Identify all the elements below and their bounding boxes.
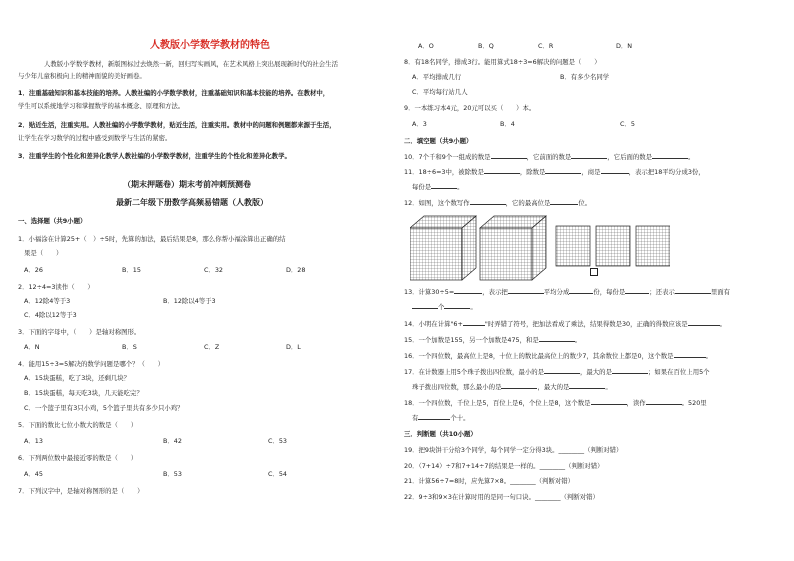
- q1-option-b: B．15: [122, 266, 141, 274]
- q7-option-c: C．R: [538, 42, 554, 50]
- blank: [454, 287, 482, 294]
- q10-text-4: 。: [688, 153, 695, 161]
- q15-text-1: 15．一个加数是155，另一个加数是475，和是: [404, 336, 539, 344]
- q14-text-1: 14．小明在计算"6+: [404, 320, 463, 328]
- q17-text-3: ；如果在百位上用5个: [647, 368, 710, 376]
- question-16: [404, 351, 712, 360]
- question-13: [404, 287, 730, 296]
- q12-text-1: 12．如图，这个数写作: [404, 199, 470, 207]
- question-3: 3．下面的字母中，（ ）是轴对称图形。: [18, 328, 141, 336]
- q11-text-4: ，表示把18平均分成3份，: [628, 168, 705, 176]
- question-19: 19．把9块饼干分给3个同学，每个同学一定分得3块。________（判断对错）: [404, 446, 623, 454]
- feature-1-cont: 学生可以系统地学习和掌握数学的基本概念、原理和方法。: [18, 102, 185, 110]
- q13-text-7: 个: [438, 303, 445, 311]
- q17-text-4: 珠子拨出四位数，那么最小的是: [412, 383, 502, 391]
- blank: [431, 182, 457, 189]
- blank: [674, 351, 706, 358]
- q5-option-c: C．53: [268, 437, 287, 445]
- feature-2-cont: 让学生在学习数学的过程中感受到数学与生活的紧密。: [18, 134, 172, 142]
- q13-text-1: 13．计算30÷5=: [404, 288, 455, 296]
- blank: [601, 167, 629, 174]
- blank: [463, 319, 485, 326]
- q3-option-b: B．S: [122, 343, 137, 351]
- q6-option-c: C．54: [268, 470, 287, 478]
- q17-text-5: ，最大的是: [537, 383, 570, 391]
- q16-text-2: 。: [705, 352, 712, 360]
- question-4: 4．能用15÷3=5解决的数学问题是哪个？（ ）: [18, 360, 165, 368]
- q8-option-a: A．平均排成几行: [412, 73, 462, 81]
- q17-text-2: ，最大的是: [580, 368, 612, 376]
- question-7: 7．下列汉字中，是轴对称图形的是（ ）: [18, 487, 144, 495]
- q3-option-d: D．L: [286, 343, 301, 351]
- blank: [412, 302, 438, 309]
- question-1: 1．小福涂在计算25+（ ）÷5时，先算的加法，最后结果是8，那么你帮小福涂算出正确的结: [18, 235, 286, 243]
- blank: [550, 198, 578, 205]
- q4-option-a: A．15块蛋糕，吃了3块，还剩几块？: [24, 374, 131, 382]
- q14-text-2: "时弄错了符号，把加法看成了乘法，结果得数是30，正确的得数应该是: [484, 320, 688, 328]
- blank: [675, 287, 711, 294]
- q7-option-b: B．Q: [478, 42, 494, 50]
- q10-text-1: 10．7个千和9个一组成的数是: [404, 153, 491, 161]
- q13-text-6: 里面有: [710, 288, 731, 296]
- question-18: [404, 398, 707, 407]
- intro-line-1: 人教版小学数学教材，新版图标过去焕然一新，回归写实画风，在艺术风格上突出展现新时代的社会生活: [44, 60, 338, 68]
- q11-text-6: 。: [457, 183, 464, 191]
- q1-option-c: C．32: [204, 266, 223, 274]
- question-11-cont: [412, 182, 464, 191]
- hundred-flat-2: [596, 226, 630, 266]
- blank: [569, 287, 593, 294]
- blank: [545, 167, 581, 174]
- q9-option-a: A．3: [412, 120, 427, 128]
- q17-text-6: 。: [605, 383, 612, 391]
- q18-text-3: 。520里: [681, 399, 707, 407]
- feature-2: 2．贴近生活，注重实用。人教社编的小学数学教材，贴近生活，注重实用。教材中的问题和例题都来源于生活，: [18, 121, 336, 129]
- blank: [508, 287, 544, 294]
- q4-option-c: C．一个篮子里有3只小鸡，5个篮子里共有多少只小鸡？: [24, 404, 184, 412]
- q5-option-a: A．13: [24, 437, 43, 445]
- q9-option-c: C．5: [620, 120, 635, 128]
- blank: [544, 367, 580, 374]
- q18-text-2: ，读作: [626, 399, 646, 407]
- q7-option-a: A．O: [418, 42, 434, 50]
- q3-option-a: A．N: [24, 343, 40, 351]
- unit-cube: [590, 268, 598, 276]
- q6-option-a: A．45: [24, 470, 43, 478]
- q18-text-1: 18．一个四位数，千位上是5，百位上是6，个位上是8，这个数是: [404, 399, 591, 407]
- blocks-svg: [410, 214, 670, 282]
- blank: [652, 152, 688, 159]
- q18-text-5: 个十。: [450, 414, 470, 422]
- blank: [591, 398, 627, 405]
- feature-3: 3．注重学生的个性化和差异化教学人教社编的小学数学教材，注重学生的个性化和差异化教学。: [18, 152, 291, 160]
- question-5: 5．下面的数比七位小数大的数是（ ）: [18, 421, 138, 429]
- q18-text-4: 有: [412, 414, 419, 422]
- q12-text-2: ，它的最高位是: [505, 199, 551, 207]
- q13-text-2: ，表示把: [482, 288, 508, 296]
- question-13-cont: [412, 302, 477, 311]
- banner-title: 人教版小学数学教材的特色: [150, 40, 270, 51]
- q3-option-c: C．Z: [204, 343, 220, 351]
- q11-text-3: ，商是: [581, 168, 601, 176]
- question-17-cont: [412, 382, 612, 391]
- hundred-flat-3: [636, 226, 670, 266]
- q10-text-3: ，它后面的数是: [607, 153, 653, 161]
- question-18-cont: [412, 413, 470, 422]
- q2-option-a: A．12除4等于3: [24, 297, 71, 305]
- q17-text-1: 17．在计数器上用5个珠子拨出四位数，最小的是: [404, 368, 545, 376]
- q14-text-3: 。: [719, 320, 727, 328]
- exam-subtitle: 最新二年级下册数学高频易错题（人教版）: [116, 198, 268, 207]
- thousand-cube-1: [410, 216, 476, 280]
- feature-1: 1．注重基础知识和基本技能的培养。人教社编的小学数学教材，注重基础知识和基本技能的培养。在教材中，: [18, 89, 330, 97]
- q16-text-1: 16．一个四位数，最高位上是8，十位上的数比最高位上的数少7，其余数位上都是0，这个数是: [404, 352, 674, 360]
- blank: [625, 287, 649, 294]
- q15-text-2: 。: [574, 336, 582, 344]
- question-11: [404, 167, 705, 176]
- question-17: [404, 367, 710, 376]
- q13-text-3: 平均分成: [543, 288, 570, 296]
- q2-option-b: B．12除以4等于3: [163, 297, 216, 305]
- blank: [444, 302, 470, 309]
- q6-option-b: B．53: [163, 470, 182, 478]
- q13-text-8: 。: [470, 303, 477, 311]
- q13-text-5: ；还表示: [649, 288, 675, 296]
- blank: [470, 198, 506, 205]
- q12-text-3: 位。: [578, 199, 592, 207]
- blank: [571, 152, 607, 159]
- blank: [484, 167, 520, 174]
- q11-text-5: 每份是: [412, 183, 432, 191]
- question-1-cont: 果是（ ）: [24, 249, 63, 257]
- q5-option-b: B．42: [163, 437, 182, 445]
- question-22: 22．9÷3和9×3在计算时用的是同一句口诀。________（判断对错）: [404, 493, 599, 501]
- q8-option-c: C．平均每行站几人: [412, 88, 468, 96]
- q1-option-d: D．28: [286, 266, 306, 274]
- q13-text-4: 份，每份是: [593, 288, 626, 296]
- q2-option-c: C．4除以12等于3: [24, 311, 77, 319]
- question-2: 2．12÷4=3读作（ ）: [18, 283, 94, 291]
- q11-text-2: ，除数是: [519, 168, 546, 176]
- blank: [539, 335, 575, 342]
- thousand-cube-2: [480, 216, 546, 280]
- blank: [501, 382, 537, 389]
- section-fill: 二．填空题（共9小题）: [404, 137, 473, 145]
- blank: [569, 382, 605, 389]
- question-10: [404, 152, 694, 161]
- blank: [491, 152, 527, 159]
- exam-title: （期末押题卷）期末考前冲刺预测卷: [123, 180, 251, 189]
- blank: [688, 319, 720, 326]
- question-6: 6．下列两位数中最接近零的数是（ ）: [18, 454, 138, 462]
- blank: [646, 398, 682, 405]
- section-choice: 一、选择题（共9小题）: [18, 217, 87, 225]
- q9-option-b: B．4: [500, 120, 515, 128]
- question-21: 21．计算56÷7=8时，应先算7×8。________（判断对错）: [404, 477, 575, 485]
- question-14: [404, 319, 726, 328]
- q10-text-2: ，它前面的数是: [526, 153, 572, 161]
- question-9: 9．一本练习本4元，20元可以买（ ）本。: [404, 104, 536, 112]
- question-8: 8．有18名同学，排成3行。能用算式18÷3=6解决的问题是（ ）: [404, 58, 601, 66]
- intro-line-2: 与少年儿童积极向上的精神面貌的美好画卷。: [18, 72, 146, 80]
- question-20: 20．（7+14）÷7和7+14÷7的结果是一样的。________（判断对错）: [404, 462, 604, 470]
- q1-option-a: A．26: [24, 266, 43, 274]
- q11-text-1: 11．18÷6=3中，被除数是: [404, 168, 484, 176]
- q8-option-b: B．有多少名同学: [560, 73, 610, 81]
- section-judge: 三．判断题（共10小题）: [404, 430, 477, 438]
- q7-option-d: D．N: [616, 42, 633, 50]
- blank: [418, 413, 450, 420]
- blank: [612, 367, 648, 374]
- q4-option-b: B．15块蛋糕，每天吃3块，几天能吃完？: [24, 389, 143, 397]
- hundred-flat-1: [556, 226, 590, 266]
- question-15: [404, 335, 581, 344]
- question-12: [404, 198, 591, 207]
- place-value-blocks-figure: [410, 214, 670, 282]
